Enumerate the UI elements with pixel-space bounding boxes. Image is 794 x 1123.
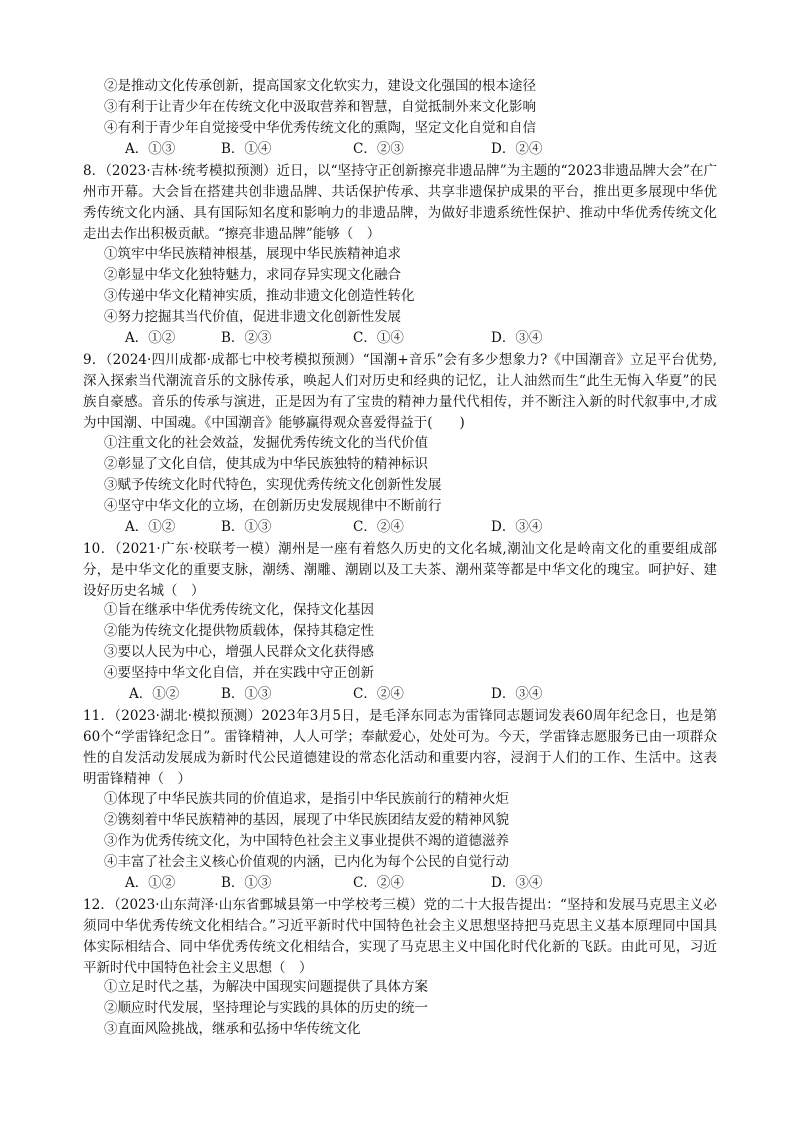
q9-choice-c: C．②④ — [353, 519, 404, 535]
q11-stem: 11．（2023·湖北·模拟预测）2023年3月5日，是毛泽东同志为雷锋同志题词发表60周年纪念日，也是第60个“学雷锋纪念日”。雷锋精神，人人可学；奉献爱心，处处可为。今天，学雷锋志愿服务已由一项群众性的自发活动发展成为新时代公民道德建设的常态化活动和重要内容，浸润于人们的工作、生活中。这表明雷锋精神（ ） — [83, 708, 717, 787]
q9-choice-b: B．①③ — [221, 519, 272, 535]
q8-option-4: ④努力挖掘其当代价值，促进非遗文化创新性发展 — [104, 309, 401, 325]
q8-choice-c: C．①④ — [353, 330, 404, 346]
q8-option-1: ①筑牢中华民族精神根基，展现中华民族精神追求 — [104, 246, 401, 262]
q9-option-2: ②彰显了文化自信，使其成为中华民族独特的精神标识 — [104, 456, 428, 472]
q11-option-3: ③作为优秀传统文化，为中国特色社会主义事业提供不竭的道德滋养 — [104, 833, 509, 849]
q9-option-3: ③赋予传统文化时代特色，实现优秀传统文化创新性发展 — [104, 477, 442, 493]
q10-choice-a: A．①② — [129, 686, 180, 702]
q9-choice-a: A．①② — [125, 519, 176, 535]
q10-stem: 10．（2021·广东·校联考一模）潮州是一座有着悠久历史的文化名城,潮汕文化是岭南文化的重要组成部分，是中华文化的重要支脉，潮绣、潮雕、潮剧以及工夫茶、潮州菜等都是中华文化的瑰宝。呵护好、建设好历史名城（ ） — [83, 541, 717, 599]
q8-choice-d: D．③④ — [491, 330, 543, 346]
q11-choice-b: B．①③ — [221, 875, 272, 891]
q10-choice-c: C．②④ — [353, 686, 404, 702]
q10-option-2: ②能为传统文化提供物质载体，保持其稳定性 — [104, 623, 374, 639]
q8-choice-b: B．②③ — [221, 330, 272, 346]
q11-option-2: ②镌刻着中华民族精神的基因，展现了中华民族团结友爱的精神风貌 — [104, 812, 509, 828]
q10-choice-d: D．③④ — [491, 686, 543, 702]
q7-option-2: ②是推动文化传承创新，提高国家文化软实力，建设文化强国的根本途径 — [104, 78, 536, 94]
q7-option-4: ④有利于青少年自觉接受中华优秀传统文化的熏陶，坚定文化自觉和自信 — [104, 120, 536, 136]
q11-choice-a: A．①② — [125, 875, 176, 891]
q9-stem: 9．（2024·四川成都·成都七中校考模拟预测）“国潮+音乐”会有多少想象力?《中国潮音》立足平台优势,深入探索当代潮流音乐的文脉传承，唤起人们对历史和经典的记忆，让人油然而生“此生无悔入华夏”的民族自豪感。音乐的传承与演进，正是因为有了宝贵的精神力量代代相传，并不断注入新的时代叙事中,才成为中国潮、中国魂。《中国潮音》能够赢得观众喜爱得益于( ) — [83, 352, 717, 431]
q11-option-4: ④丰富了社会主义核心价值观的内涵，已内化为每个公民的自觉行动 — [104, 854, 509, 870]
q9-option-4: ④坚守中华文化的立场，在创新历史发展规律中不断前行 — [104, 498, 442, 514]
q8-choice-a: A．①② — [125, 330, 176, 346]
q12-option-2: ②顺应时代发展，坚持理论与实践的具体的历史的统一 — [104, 1000, 428, 1016]
q10-choice-b: B．①③ — [221, 686, 272, 702]
q10-option-4: ④要坚持中华文化自信，并在实践中守正创新 — [104, 665, 374, 681]
q7-choice-b: B．①④ — [221, 141, 272, 157]
q9-option-1: ①注重文化的社会效益，发掘优秀传统文化的当代价值 — [104, 435, 428, 451]
q7-choice-a: A．①③ — [125, 141, 176, 157]
q12-option-3: ③直面风险挑战，继承和弘扬中华传统文化 — [104, 1021, 361, 1037]
q12-stem: 12．（2023·山东菏泽·山东省鄄城县第一中学校考三模）党的二十大报告提出：“坚持和发展马克思主义必须同中华优秀传统文化相结合。”习近平新时代中国特色社会主义思想坚持把马克思主义基本原理同中国具体实际相结合、同中华优秀传统文化相结合，实现了马克思主义中国化时代化新的飞跃。由此可见，习近平新时代中国特色社会主义思想（ ） — [83, 897, 717, 976]
q11-option-1: ①体现了中华民族共同的价值追求，是指引中华民族前行的精神火炬 — [104, 791, 509, 807]
q8-option-3: ③传递中华文化精神实质，推动非遗文化创造性转化 — [104, 288, 415, 304]
q10-option-3: ③要以人民为中心，增强人民群众文化获得感 — [104, 644, 374, 660]
q8-stem: 8．（2023·吉林·统考模拟预测）近日，以“坚持守正创新擦亮非遗品牌”为主题的“2023非遗品牌大会”在广州市开幕。大会旨在搭建共创非遗品牌、共话保护传承、共享非遗保护成果的平台，推出更多展现中华优秀传统文化内涵、具有国际知名度和影响力的非遗品牌，为做好非遗系统性保护、推动中华优秀传统文化走出去作出积极贡献。“擦亮非遗品牌”能够（ ） — [83, 163, 717, 242]
q7-choice-d: D．②④ — [491, 141, 543, 157]
q11-choice-d: D．③④ — [491, 875, 543, 891]
q10-option-1: ①旨在继承中华优秀传统文化，保持文化基因 — [104, 602, 374, 618]
q7-option-3: ③有利于让青少年在传统文化中汲取营养和智慧，自觉抵制外来文化影响 — [104, 99, 536, 115]
q7-choice-c: C．②③ — [353, 141, 404, 157]
q11-choice-c: C．②④ — [353, 875, 404, 891]
q12-option-1: ①立足时代之基，为解决中国现实问题提供了具体方案 — [104, 979, 428, 995]
q8-option-2: ②彰显中华文化独特魅力，求同存异实现文化融合 — [104, 267, 401, 283]
q9-choice-d: D．③④ — [491, 519, 543, 535]
